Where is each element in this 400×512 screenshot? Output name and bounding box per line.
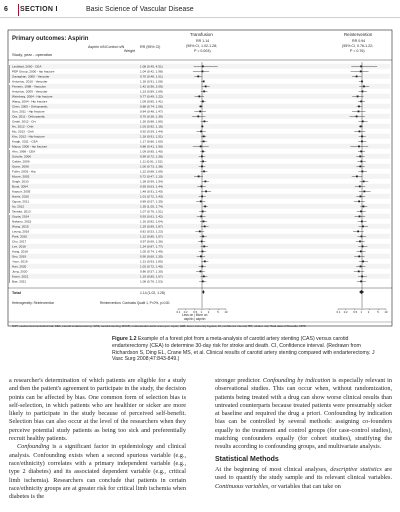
point-estimate: [360, 126, 362, 128]
study-rr: 0.92 (0.59, 1.44): [140, 129, 163, 134]
study-name: Mayor, 2008 - hip fracture: [12, 144, 48, 149]
section-label: SECTION I: [20, 6, 58, 13]
point-estimate: [363, 191, 365, 193]
study-name: Kang, 2018: [12, 249, 28, 254]
row-stripe: [10, 134, 390, 139]
running-header: [0, 0, 400, 22]
point-estimate: [204, 261, 206, 263]
transfusion-title: Transfusion: [190, 32, 213, 37]
study-name: PEP Group, 2000 - hip fracture: [12, 69, 55, 74]
study-name: Stone, 2008: [12, 164, 29, 169]
study-rr: 1.07 (0.76, 1.51): [140, 209, 163, 214]
axis-tick-label: 2: [207, 310, 210, 314]
point-estimate: [205, 86, 207, 88]
point-estimate: [203, 81, 205, 83]
study-name: Gavaghan, 2000 - Vascular: [12, 74, 50, 79]
study-name: Weinberg, 2004 - Hip fracture: [12, 94, 53, 99]
study-rr: 0.84 (0.48, 1.47): [140, 109, 163, 114]
point-estimate: [358, 201, 360, 203]
axis-tick-label: 1: [200, 310, 203, 314]
point-estimate: [359, 241, 361, 243]
forest-plot-graphic: [0, 22, 400, 334]
point-estimate: [204, 206, 206, 208]
study-name: Jung, 2020: [12, 269, 28, 274]
point-estimate: [358, 111, 360, 113]
study-name: Antoniou, 2010 - Vascular: [12, 79, 48, 84]
footer-mid: Reintervention: Contrasts Qualit 1, P<0%, p=0.81: [100, 301, 170, 305]
study-rr: 1.42 (0.96, 2.09): [140, 84, 163, 89]
right-paragraph-1-a: stronger predictor.: [215, 377, 263, 384]
point-estimate: [197, 76, 199, 78]
statistical-methods-heading: Statistical Methods: [215, 455, 279, 463]
study-rr: 0.72 (0.47, 1.10): [140, 174, 163, 179]
point-estimate: [203, 141, 205, 143]
total-label: Total: [12, 291, 21, 295]
point-estimate: [358, 271, 360, 273]
point-estimate: [205, 191, 207, 193]
total-rr: 1.14 (1.02, 1.28): [140, 291, 165, 295]
point-estimate: [199, 231, 201, 233]
study-rr: 0.88 (0.74, 1.06): [140, 104, 163, 109]
point-estimate: [203, 221, 205, 223]
study-rr: 1.23 (0.89, 1.69): [140, 89, 163, 94]
study-rr: 0.93 (0.61, 1.42): [140, 214, 163, 219]
study-rr: 1.29 (0.89, 1.87): [140, 224, 163, 229]
row-stripe: [10, 244, 390, 249]
study-name: Harris, 2010: [12, 194, 29, 199]
study-rr: 1.38 (0.99, 1.94): [140, 179, 163, 184]
point-estimate: [202, 236, 204, 238]
study-name: Fuller, 2003 - Hip: [12, 169, 36, 174]
point-estimate: [200, 201, 202, 203]
study-rr: 1.04 (0.42, 1.98): [140, 69, 163, 74]
axis-tick-label: 5: [217, 310, 219, 314]
point-estimate: [198, 96, 200, 98]
point-estimate: [200, 271, 202, 273]
point-estimate: [203, 136, 205, 138]
point-estimate: [201, 266, 203, 268]
study-name: Calder, 2006: [12, 159, 30, 164]
point-estimate: [358, 106, 360, 108]
point-estimate: [356, 176, 358, 178]
point-estimate: [200, 256, 202, 258]
study-rr: 1.48 (0.91, 2.40): [140, 189, 163, 194]
study-rr: 1.09 (0.85, 1.41): [140, 99, 163, 104]
study-rr: 1.09 (0.85, 1.40): [140, 149, 163, 154]
figure-caption: [112, 336, 382, 363]
transfusion-sub1: RR 1.14: [196, 39, 210, 43]
point-estimate: [361, 171, 363, 173]
study-name: Kim, 2012 - Hip fracture: [12, 134, 45, 139]
forest-plot-figure: [0, 22, 400, 363]
point-estimate: [201, 126, 203, 128]
point-estimate: [202, 161, 204, 163]
point-estimate: [204, 121, 206, 123]
point-estimate: [203, 91, 205, 93]
study-name: Cho, 2017: [12, 239, 27, 244]
study-name: Yoon, 2019: [12, 259, 28, 264]
study-rr: 1.35 (1.05, 1.74): [140, 204, 163, 209]
study-rr: 0.95 (0.63, 1.44): [140, 184, 163, 189]
point-estimate: [362, 226, 364, 228]
left-paragraph-1: a researcher's determination of which patients are eligible for a study and then the patient's agreement to participate in the study, the decision points can be affected by bias. One common form of selection bias is self-selection, in which patients who are healthier or sicker are more likely to participate in the study because of perceived self-benefit. Selection bias can also occur at the level of the researchers when they perceive potential study patients as being too sick and preferentially recruit healthy patients.: [9, 377, 186, 443]
study-name: Mo, 2013 - Orth: [12, 129, 34, 134]
col-study-header: Study, year - operation: [12, 52, 53, 57]
study-name: Wang, 2004 - Hip fracture: [12, 99, 48, 104]
point-estimate: [360, 281, 362, 283]
reintervention-axis: [337, 309, 389, 314]
reintervention-total-diamond: [359, 290, 364, 294]
point-estimate: [200, 131, 202, 133]
axis-tick-label: 0.2: [183, 310, 188, 314]
study-rr: 0.70 (0.38, 1.39): [140, 114, 163, 119]
right-paragraph-1: [215, 377, 392, 452]
study-rr: 1.08 (0.76, 1.53): [140, 279, 163, 284]
favours-right: aspirin | aspirin: [184, 317, 206, 321]
page-number: 6: [4, 6, 8, 13]
row-stripe: [10, 84, 390, 89]
axis-tick-label: 0.1: [336, 310, 341, 314]
point-estimate: [203, 276, 205, 278]
study-rr: 0.81 (0.53, 1.23): [140, 229, 163, 234]
axis-tick-label: 5: [377, 310, 379, 314]
study-name: Seo, 2019: [12, 254, 27, 259]
right-paragraph-1-b: is especially relevant in observational studies. This can occur when, without randomization, patients being treated with a drug can show worse clinical results than untreated counterparts because treated patients were presumably sicker at baseline and required the drug a priori. Confounding by indication bias can be controlled by several methods: assigning co-founders equally to the treatment and control groups (for case-control studies), matching confounders equally (for cohort studies), stratifying the results according to confounding groups, and multivariate analysis.: [215, 377, 392, 451]
study-rr: 0.77 (0.49, 1.22): [140, 94, 163, 99]
study-rr: 0.90 (0.60, 1.35): [140, 254, 163, 259]
right-paragraph-2: [215, 466, 392, 491]
point-estimate: [360, 196, 362, 198]
study-name: Park, 2016: [12, 234, 27, 239]
row-stripe: [10, 224, 390, 229]
study-rr: 1.24 (0.87, 1.77): [140, 244, 163, 249]
study-rr: 1.08 (0.45, 4.51): [140, 64, 163, 69]
point-estimate: [360, 71, 362, 73]
point-estimate: [356, 116, 358, 118]
study-rr: 1.31 (0.93, 1.85): [140, 259, 163, 264]
study-name: Singh, 2010: [12, 179, 29, 184]
study-name: Ahn, 1998 - CEA: [12, 149, 36, 154]
right-paragraph-2-c: , or variables that can take on: [268, 482, 341, 490]
point-estimate: [363, 206, 365, 208]
favours-left: Less on | More on: [182, 313, 208, 317]
study-name: Ota, 2011 - Orthopaedic: [12, 114, 45, 119]
axis-tick-label: 0.5: [193, 310, 198, 314]
axis-tick-label: 0.1: [176, 310, 181, 314]
point-estimate: [360, 66, 362, 68]
point-estimate: [359, 216, 361, 218]
study-rr: 1.12 (0.80, 1.57): [140, 234, 163, 239]
study-name: Schulte, 2006: [12, 154, 31, 159]
study-name: Ozaki, 2012 - Ort: [12, 119, 36, 124]
point-estimate: [202, 71, 204, 73]
study-rr: 1.19 (0.85, 1.67): [140, 274, 163, 279]
col-rr-header: RR (95% CI): [140, 45, 161, 49]
study-rr: 1.11 (0.81, 1.52): [140, 159, 163, 164]
point-estimate: [200, 146, 202, 148]
row-stripe: [10, 124, 390, 129]
axis-tick-label: 0.5: [353, 310, 358, 314]
axis-tick-label: 2: [367, 310, 370, 314]
study-name: Ito, 2012: [12, 204, 25, 209]
study-name: Kwon, 2021: [12, 274, 29, 279]
caption-text: Example of a forest plot from a meta-analysis of carotid artery stenting (CAS) versus carotid endarterectomy (CEA) to determine 30-day risk for stroke and death. CI, Confidence interval. (Redrawn from Richardson S, Ding EL, Crane MS, et al. Clinical results of carotid artery stenting compared with endarterectomy. J Vasc Surg 2008;47:843-849.): [112, 336, 375, 363]
point-estimate: [199, 111, 201, 113]
study-rr: 1.26 (0.88, 1.80): [140, 119, 163, 124]
right-paragraph-2-b: are used to quantify the study sample and its relevant clinical variables.: [215, 465, 392, 482]
continuous-variables-term: Continuous variables: [215, 482, 269, 490]
confounding-by-indication-term: Confounding by indication: [262, 377, 331, 384]
study-name: Ferraris, 1988 - Vascular: [12, 84, 46, 89]
point-estimate: [359, 166, 361, 168]
point-estimate: [360, 266, 362, 268]
study-name: Lee, 2018: [12, 244, 26, 249]
reintervention-sub1: RR 0.94: [352, 39, 366, 43]
study-name: Gupta, 2014: [12, 214, 30, 219]
point-estimate: [358, 146, 360, 148]
caption-label: Figure 1.2: [112, 336, 137, 342]
point-estimate: [202, 101, 204, 103]
footer-left: Heterogeneity: Reintervention: [12, 301, 55, 305]
study-name: Antoniou, 2009 - Vascular: [12, 89, 48, 94]
study-name: Chen, 2005 - Orthopaedic: [12, 104, 48, 109]
point-estimate: [363, 86, 365, 88]
col-aspirin-header: Aspirin n/N: [88, 45, 106, 49]
study-name: Hu, 2012 - Orth: [12, 124, 34, 129]
study-rr: 0.99 (0.72, 1.36): [140, 154, 163, 159]
study-name: Lindblad, 2000 - CEA: [12, 64, 42, 69]
point-estimate: [204, 181, 206, 183]
axis-tick-label: 10: [224, 310, 228, 314]
point-estimate: [358, 256, 360, 258]
study-name: Moore, 2002: [12, 174, 30, 179]
right-paragraph-2-a: At the beginning of most clinical analyses,: [215, 465, 331, 473]
study-rr: 1.01 (0.72, 1.43): [140, 194, 163, 199]
col-control-header: Control n/N: [106, 45, 125, 49]
point-estimate: [197, 116, 199, 118]
point-estimate: [202, 151, 204, 153]
study-rr: 1.03 (0.92, 1.16): [140, 124, 163, 129]
study-rr: 1.22 (0.88, 1.69): [140, 169, 163, 174]
study-rr: 0.97 (0.69, 1.36): [140, 239, 163, 244]
study-rr: 1.17 (0.86, 1.60): [140, 139, 163, 144]
study-name: Tanaka, 2013: [12, 209, 31, 214]
point-estimate: [356, 76, 358, 78]
study-rr: 1.02 (0.72, 1.45): [140, 264, 163, 269]
row-stripe: [10, 204, 390, 209]
point-estimate: [360, 211, 362, 213]
point-estimate: [357, 231, 359, 233]
study-name: Nakano, 2015: [12, 219, 32, 224]
study-rr: 0.88 (0.41, 1.90): [140, 144, 163, 149]
point-estimate: [201, 241, 203, 243]
axis-tick-label: 10: [384, 310, 388, 314]
study-name: Wong, 2015: [12, 224, 29, 229]
study-name: Bae, 2021: [12, 279, 27, 284]
axis-tick-label: 1: [360, 310, 363, 314]
point-estimate: [360, 251, 362, 253]
study-name: Kapoor, 2005: [12, 189, 31, 194]
study-name: Kragh, 2011 - CEA: [12, 139, 38, 144]
study-rr: 1.18 (0.91, 1.51): [140, 134, 163, 139]
point-estimate: [359, 156, 361, 158]
point-estimate: [363, 181, 365, 183]
study-name: Bond, 2004: [12, 184, 28, 189]
reintervention-title: Reintervention: [344, 32, 373, 37]
footnote: NCT, randomized controlled trial; CEA, carotid endarterectomy; CAS, carotid stenting; EVAR, endovascular aortic aneurysm repair; LEB, lower extremity bypass; CI, confidence interval; RR, relative risk; Total data of Rosvalls, 1975.: [12, 324, 307, 328]
point-estimate: [357, 96, 359, 98]
study-rr: 1.05 (0.74, 1.49): [140, 249, 163, 254]
study-name: Han, 2020: [12, 264, 27, 269]
point-estimate: [203, 246, 205, 248]
transfusion-total-diamond: [202, 290, 204, 294]
col-weight-header: Weight: [124, 49, 136, 53]
point-estimate: [204, 226, 206, 228]
row-stripe: [10, 274, 390, 279]
study-rr: 1.18 (0.91, 1.08): [140, 79, 163, 84]
point-estimate: [359, 186, 361, 188]
study-name: Sun, 2011 - Hip fracture: [12, 109, 45, 114]
study-name: Ogura, 2011: [12, 199, 29, 204]
transfusion-sub2: (95% CI, 1.02-1.28;: [186, 44, 218, 48]
point-estimate: [203, 171, 205, 173]
point-estimate: [362, 261, 364, 263]
axis-tick-label: 0.2: [343, 310, 348, 314]
study-rr: 0.89 (0.57, 1.39): [140, 199, 163, 204]
transfusion-sub3: P = 0.003): [194, 49, 211, 53]
left-paragraph-2-text: is a significant factor in epidemiology and clinical analysis. Confounding exists when a second spurious variable (e.g., race/ethnicity) correlates with a primary independent variable (e.g., type 2 diabetes) and its associated dependent variable (e.g., critical limb ischemia). Researchers can conclude that patients in certain race/ethnicity groups are at greater risk for critical limb ischemia when diabetes is the: [9, 443, 186, 501]
point-estimate: [198, 176, 200, 178]
body-right-column: [215, 377, 392, 491]
study-rr: 0.86 (0.57, 1.30): [140, 269, 163, 274]
study-rr: 0.70 (0.48, 1.01): [140, 74, 163, 79]
body-left-column: [9, 377, 186, 501]
reintervention-sub2: (95% CI, 0.76-1.22;: [342, 44, 374, 48]
header-rule: [0, 17, 400, 18]
study-rr: 1.16 (0.82, 1.64): [140, 219, 163, 224]
descriptive-statistics-term: descriptive statistics: [330, 465, 382, 473]
section-title: Basic Science of Vascular Disease: [86, 6, 194, 13]
point-estimate: [200, 106, 202, 108]
point-estimate: [359, 131, 361, 133]
confounding-term: Confounding: [17, 443, 50, 451]
study-name: Leung, 2016: [12, 229, 30, 234]
study-rr: 1.00 (0.73, 1.38): [140, 164, 163, 169]
left-paragraph-2: [9, 443, 186, 501]
box-title: Primary outcomes: Aspirin: [12, 36, 89, 42]
reintervention-sub3: P = 0.76): [350, 49, 365, 53]
